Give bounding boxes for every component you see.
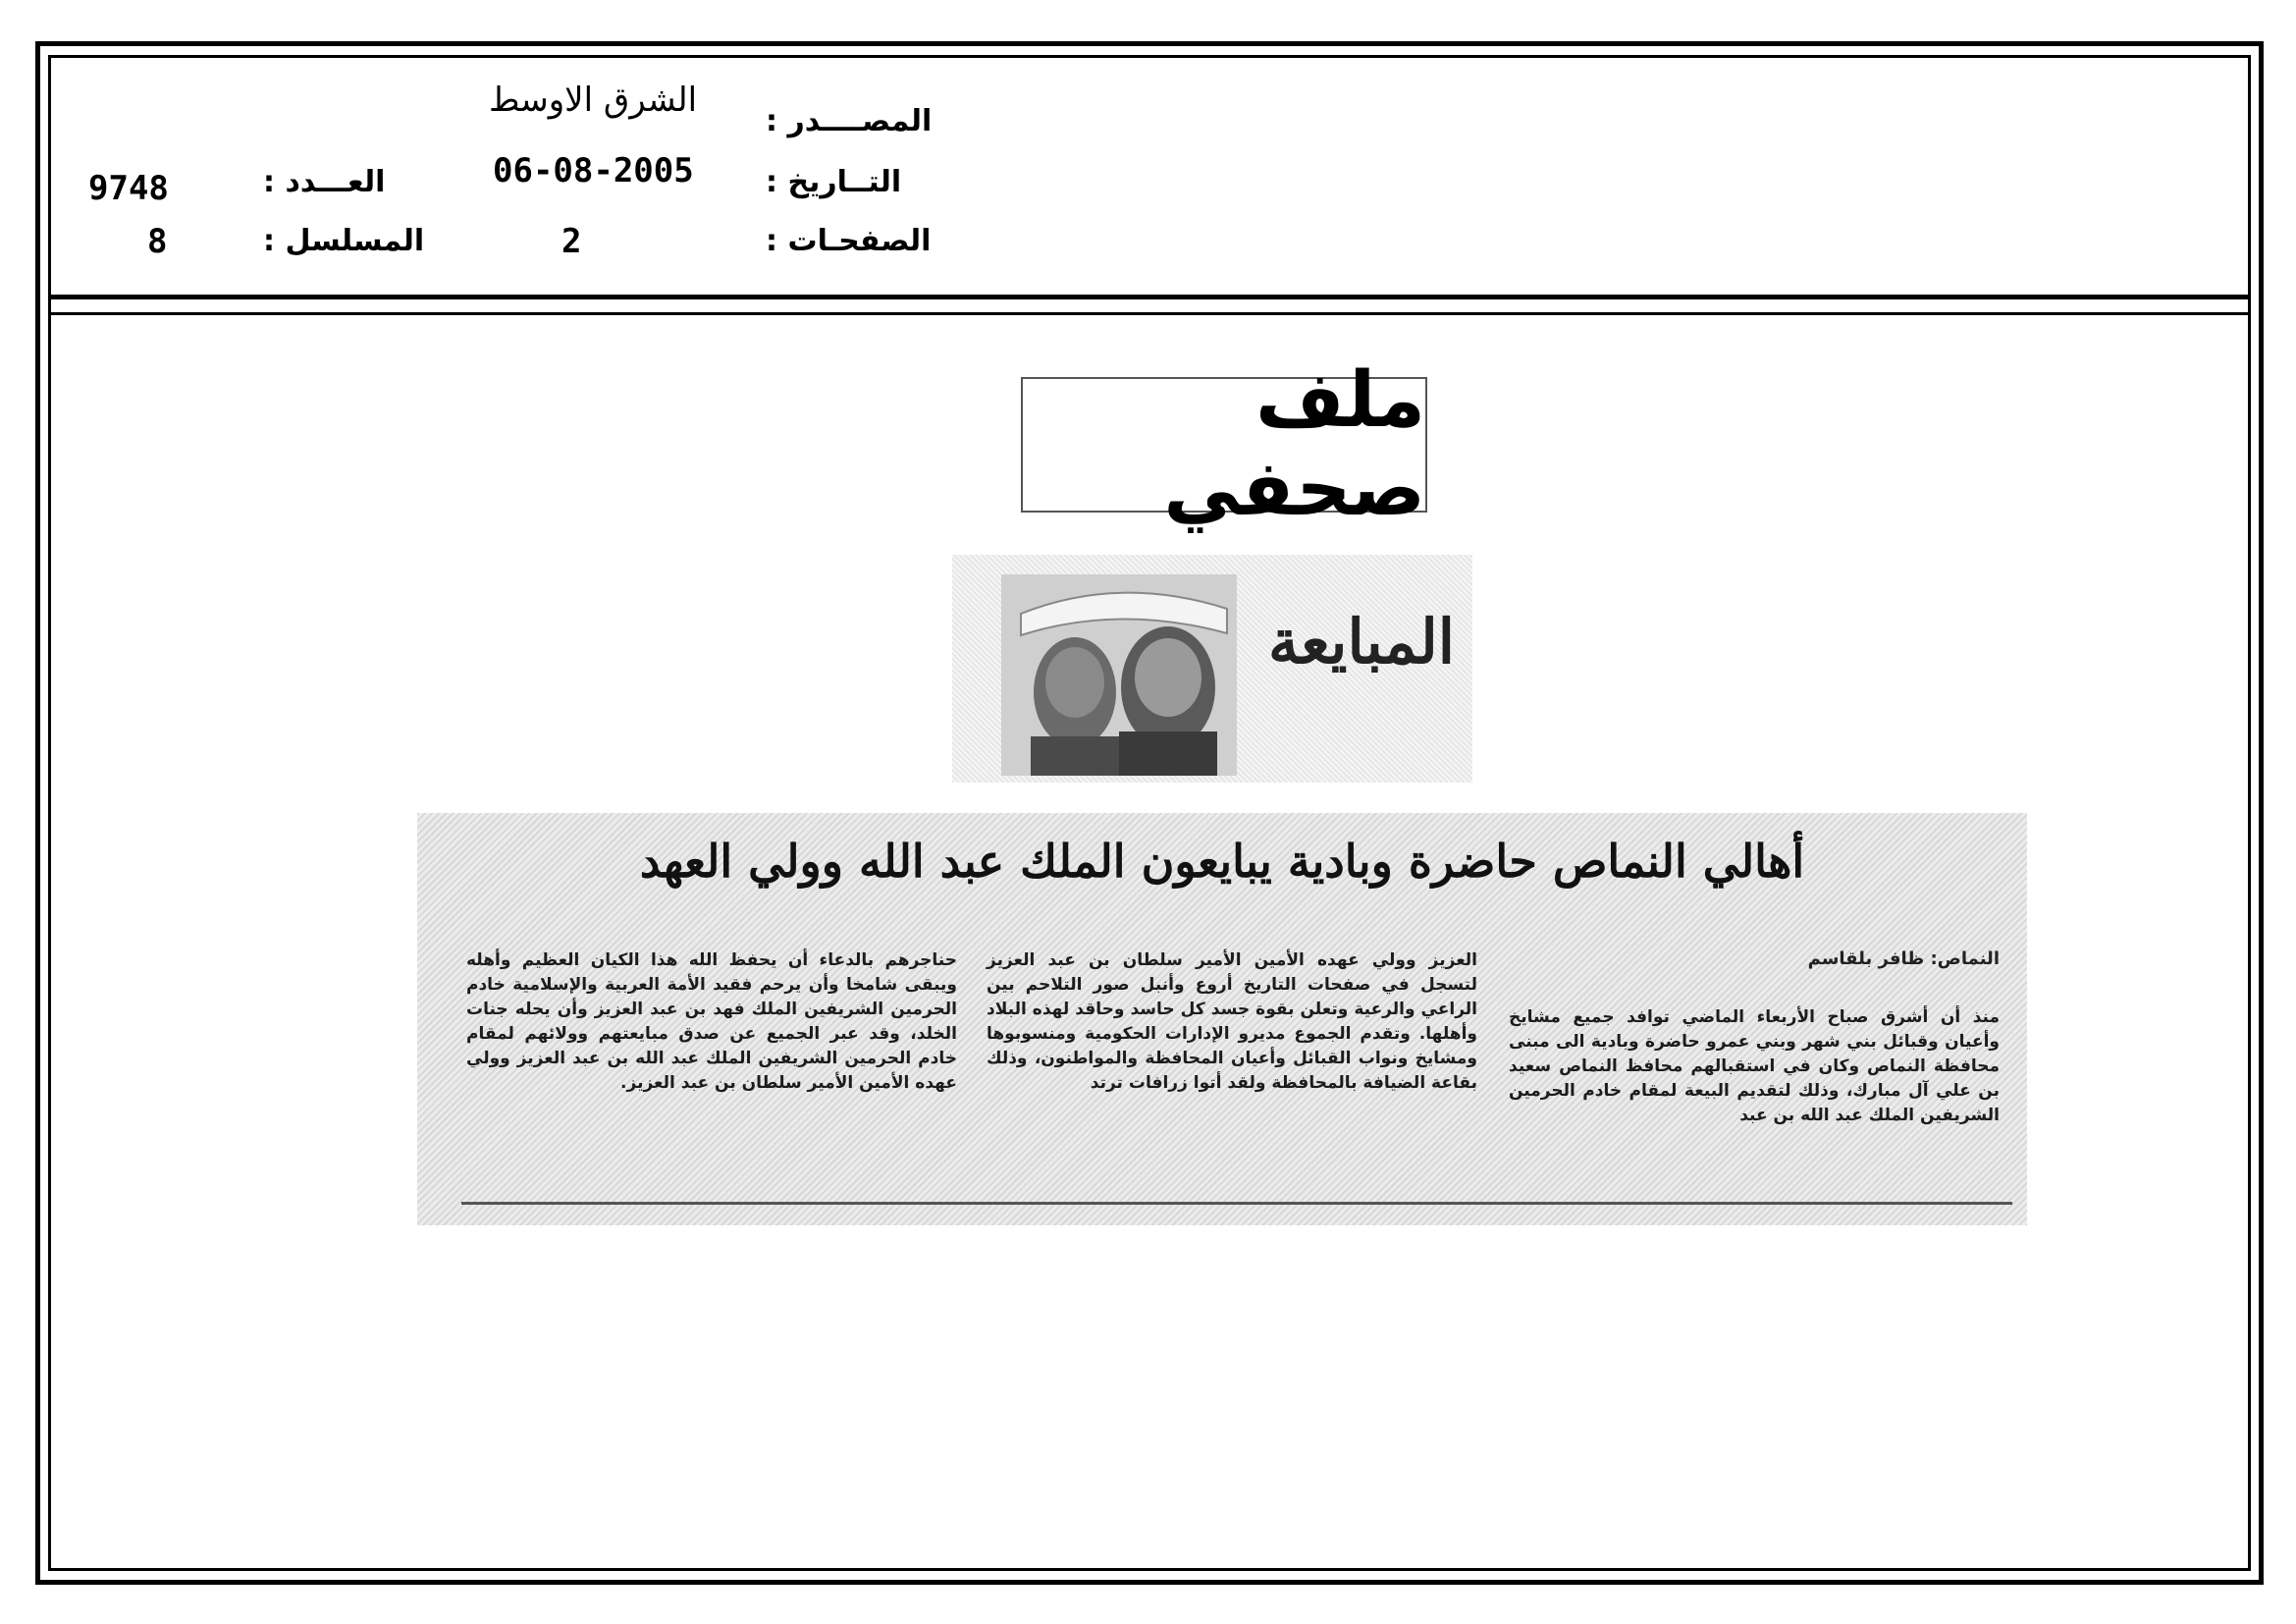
press-file-title: ملف صحفي (1021, 377, 1427, 513)
portrait-photo-icon (1001, 574, 1237, 776)
source-value: الشرق الاوسط (489, 81, 698, 120)
article-byline: النماص: ظافر بلقاسم (1807, 948, 2000, 969)
serial-value: 8 (147, 222, 168, 261)
article-column-middle: العزيز وولي عهده الأمين الأمير سلطان بن عبد العزيز لتسجل في صفحات التاريخ أروع وأنبل صور التلاحم بين الراعي والرعية وتعلن بقوة جسد كل حاسد وحاقد لهذه البلاد وأهلها. وتقدم الجموع مديرو الإدارات الحكومية ومنسوبوها ومشايخ ونواب القبائل وأعيان المحافظة والمواطنون، وذلك بقاعة الضيافة بالمحافظة ولقد أتوا زرافات ترتد (987, 950, 1477, 1093)
article-column-right: منذ أن أشرق صباح الأربعاء الماضي توافد جميع مشايخ وأعيان وقبائل بني شهر وبني عمرو حاضرة وبادية الى مبنى محافظة النماص وكان في استقبالهم محافظ النماص سعيد بن علي آل مبارك، وذلك لتقديم البيعة لمقام خادم الحرمين الشريفين الملك عبد الله بن عبد (1509, 1007, 2000, 1125)
clipping-bottom-rule (461, 1202, 2012, 1205)
section-label: المبايعة (1268, 606, 1455, 677)
article-headline: أهالي النماص حاضرة وبادية يبايعون الملك عبد الله وولي العهد (639, 835, 1805, 888)
serial-label: المسلسل : (263, 224, 425, 258)
date-label: التــاريخ : (766, 165, 902, 199)
pages-value: 2 (561, 222, 582, 261)
section-banner (952, 555, 1472, 783)
header-divider (48, 295, 2251, 299)
issue-label: العـــدد : (263, 165, 386, 199)
pages-label: الصفحـات : (766, 224, 932, 258)
news-clipping (417, 813, 2027, 1225)
source-label: المصــــدر : (766, 104, 933, 138)
date-value: 06-08-2005 (493, 151, 694, 190)
article-column-left: حناجرهم بالدعاء أن يحفظ الله هذا الكيان العظيم وأهله ويبقى شامخا وأن يرحم فقيد الأمة العربية والإسلامية خادم الحرمين الشريفين الملك فهد بن عبد العزيز وأن يحله جنات الخلد، وقد عبر الجميع عن صدق مبايعتهم وولائهم لمقام خادم الحرمين الشريفين الملك عبد الله بن عبد العزيز وولي عهده الأمين الأمير سلطان بن عبد العزيز. (466, 950, 957, 1093)
header-divider-thin (48, 312, 2251, 315)
issue-value: 9748 (88, 169, 169, 208)
